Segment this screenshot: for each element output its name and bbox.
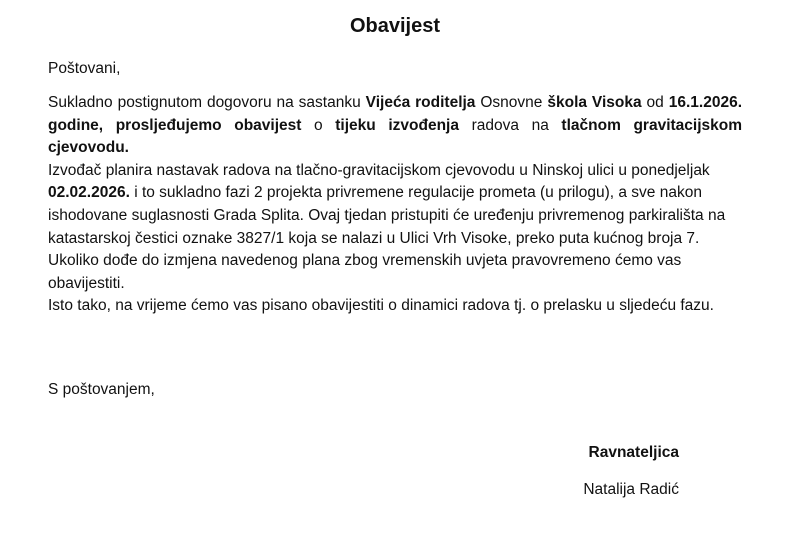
paragraph-text: tlačnom gravitacijskom cjevovodu. [48, 116, 742, 157]
paragraph-text: o [301, 116, 336, 134]
paragraph-text: Izvođač planira nastavak radova na tlačno-gravitacijskom cjevovodu u Ninskoj ulici u ponedjeljak [48, 161, 710, 179]
paragraph-text: škola Visoka [547, 94, 642, 111]
paragraph-text: tijeku izvođenja [335, 116, 459, 134]
document-title: Obavijest [349, 15, 441, 37]
greeting: Poštovani, [48, 60, 121, 77]
paragraph-text: Osnovne [475, 94, 548, 111]
closing-salutation: S poštovanjem, [48, 381, 155, 398]
paragraph-text: 16.1.2026. godine, prosljeđujemo obavijest [48, 94, 742, 134]
document-body [48, 92, 742, 318]
works-date: 02.02.2026. [48, 184, 130, 202]
paragraph-next-phase: Isto tako, na vrijeme ćemo vas pisano obavijestiti o dinamici radova tj. o prelasku u sljedeću fazu. [48, 297, 714, 315]
signature-role: Ravnateljica [588, 444, 679, 461]
paragraph-works [48, 160, 742, 296]
paragraph-text: i to sukladno fazi 2 projekta privremene regulacije prometa (u prilogu), a sve nakon ishodovane suglasnosti Grada Splita. Ovaj tjedan pristupiti će uređenju privremenog parkirališta na katastarskoj čestici oznake 3827/1 koja se nalazi u Ulici Vrh Visoke, preko puta kućnog broja 7. Ukoliko dođe do izmjena navedenog plana zbog vremenskih uvjeta pravovremeno ćemo vas obavijestiti. [48, 184, 726, 292]
paragraph-text: radova na [458, 116, 562, 134]
paragraph-text: Vijeća roditelja [365, 94, 476, 111]
signature-name: Natalija Radić [583, 481, 679, 498]
paragraph-meeting [48, 92, 742, 160]
paragraph-text: Sukladno postignutom dogovoru na sastanku [48, 94, 366, 111]
paragraph-text: od [641, 94, 669, 111]
